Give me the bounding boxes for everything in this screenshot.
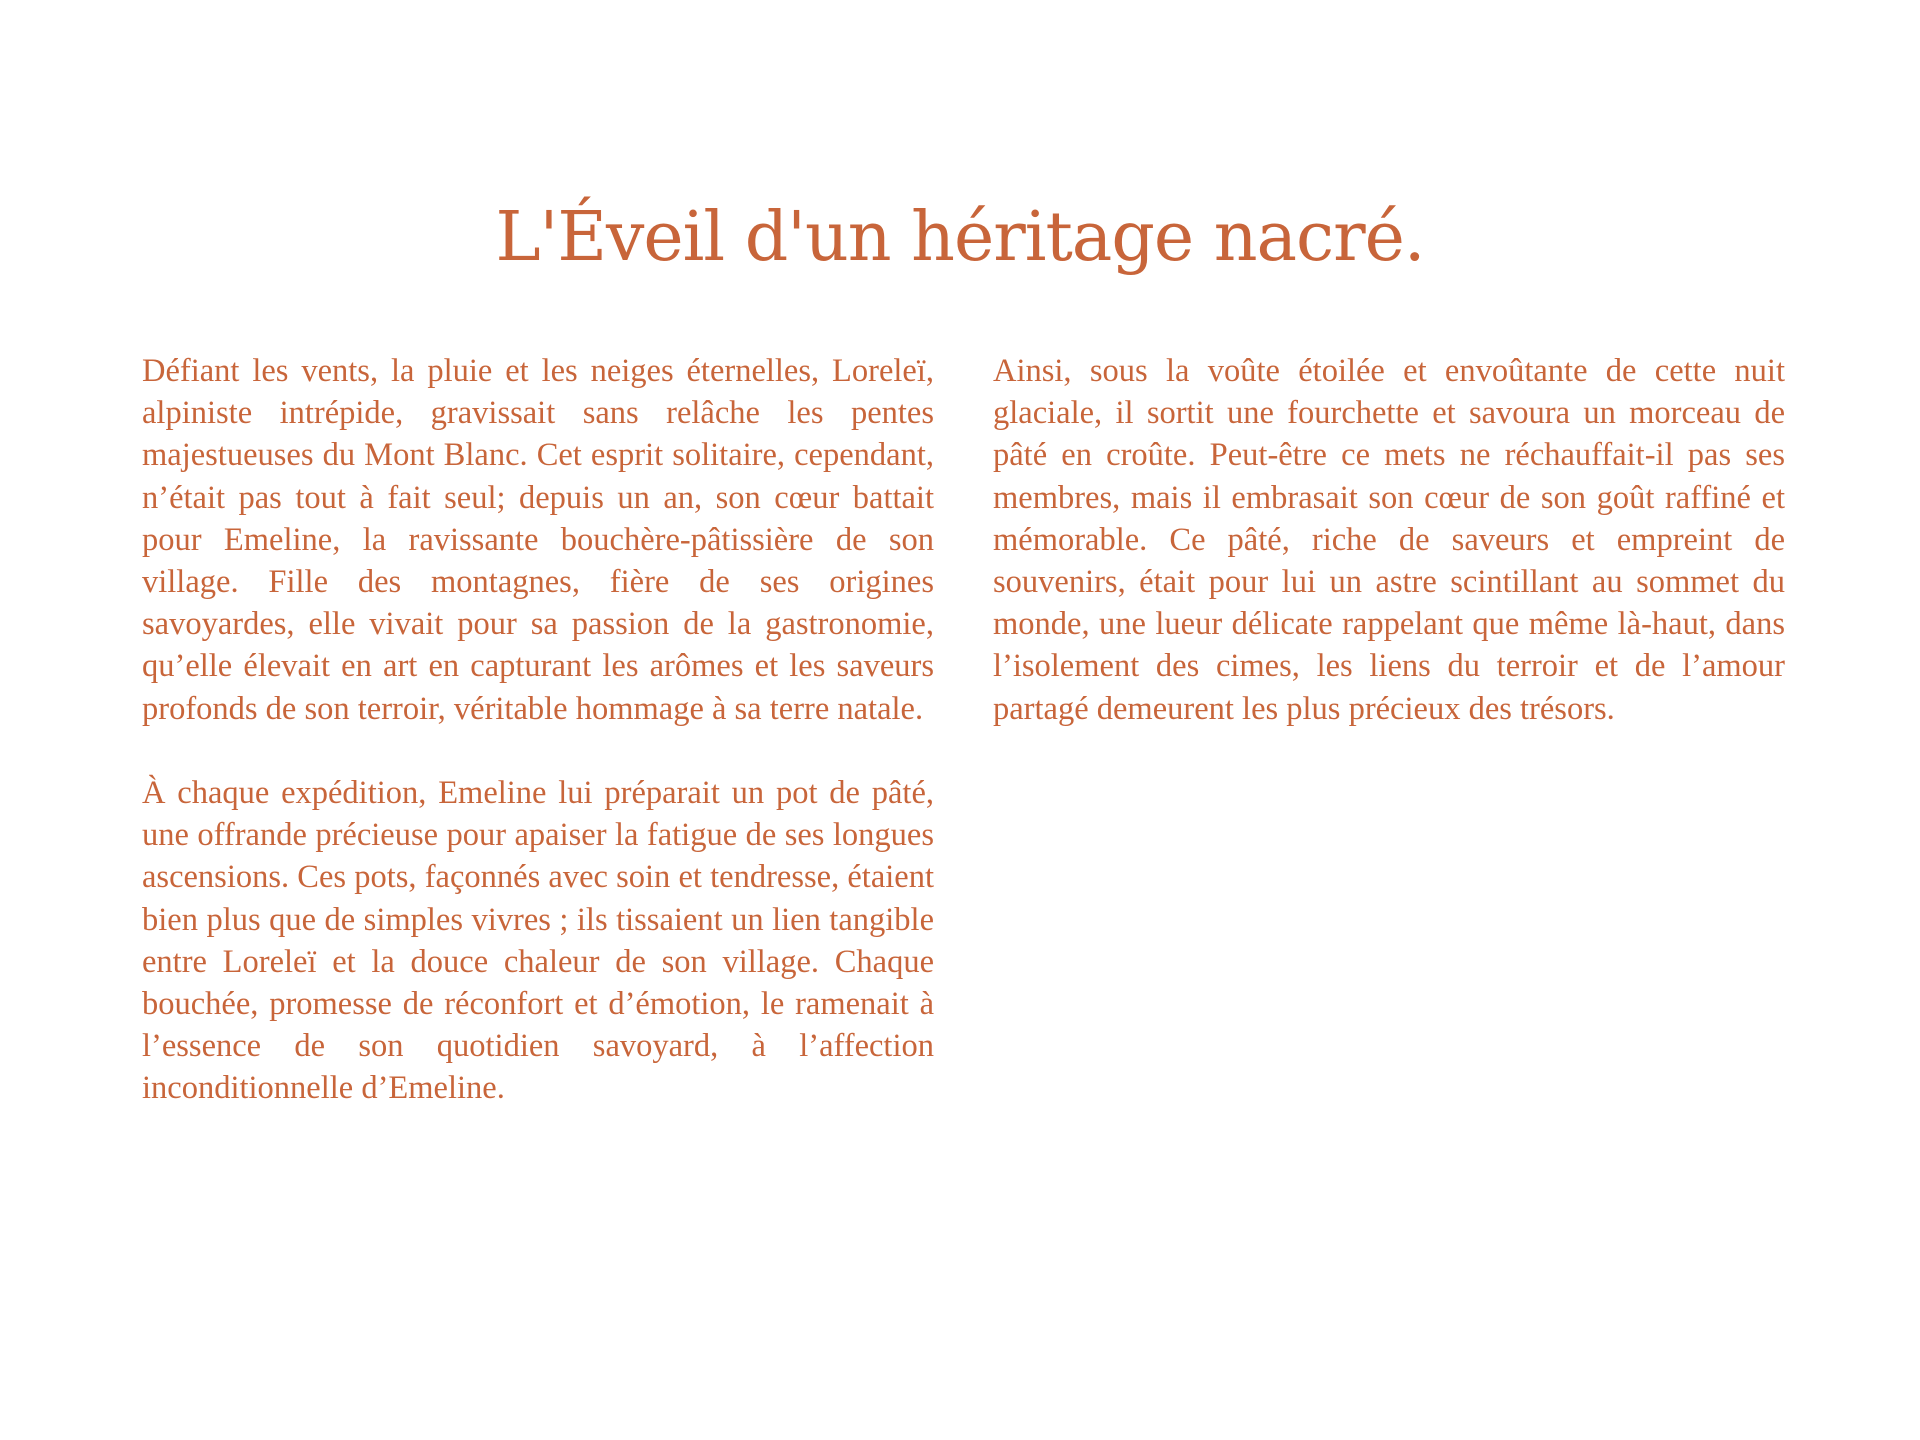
paragraph: Défiant les vents, la pluie et les neiges éternelles, Loreleï, alpiniste intrépide, gravissait sans relâche les pentes majestueuses du Mont Blanc. Cet esprit solitaire, cependant, n’était pas tout à fait seul; depuis un an, son cœur battait pour Emeline, la ravissante bouchère-pâtissière de son village. Fille des montagnes, fière de ses origines savoyardes, elle vivait pour sa passion de la gastronomie, qu’elle élevait en art en capturant les arômes et les saveurs profonds de son terroir, véritable hommage à sa terre natale. — [142, 353, 934, 727]
paragraph: À chaque expédition, Emeline lui préparait un pot de pâté, une offrande précieuse pour apaiser la fatigue de ses longues ascensions. Ces pots, façonnés avec soin et tendresse, étaient bien plus que de simples vivres ; ils tissaient un lien tangible entre Loreleï et la douce chaleur de son village. Chaque bouchée, promesse de réconfort et d’émotion, le ramenait à l’essence de son quotidien savoyard, à l’affection inconditionnelle d’Emeline. — [142, 775, 934, 1107]
page-title: L'Éveil d'un héritage nacré. — [495, 198, 1425, 277]
right-column — [993, 350, 1785, 730]
paragraph: Ainsi, sous la voûte étoilée et envoûtante de cette nuit glaciale, il sortit une fourchette et savoura un morceau de pâté en croûte. Peut-être ce mets ne réchauffait-il pas ses membres, mais il embrasait son cœur de son goût raffiné et mémorable. Ce pâté, riche de saveurs et empreint de souvenirs, était pour lui un astre scintillant au sommet du monde, une lueur délicate rappelant que même là-haut, dans l’isolement des cimes, les liens du terroir et de l’amour partagé demeurent les plus précieux des trésors. — [993, 353, 1785, 727]
left-column — [142, 350, 934, 1110]
